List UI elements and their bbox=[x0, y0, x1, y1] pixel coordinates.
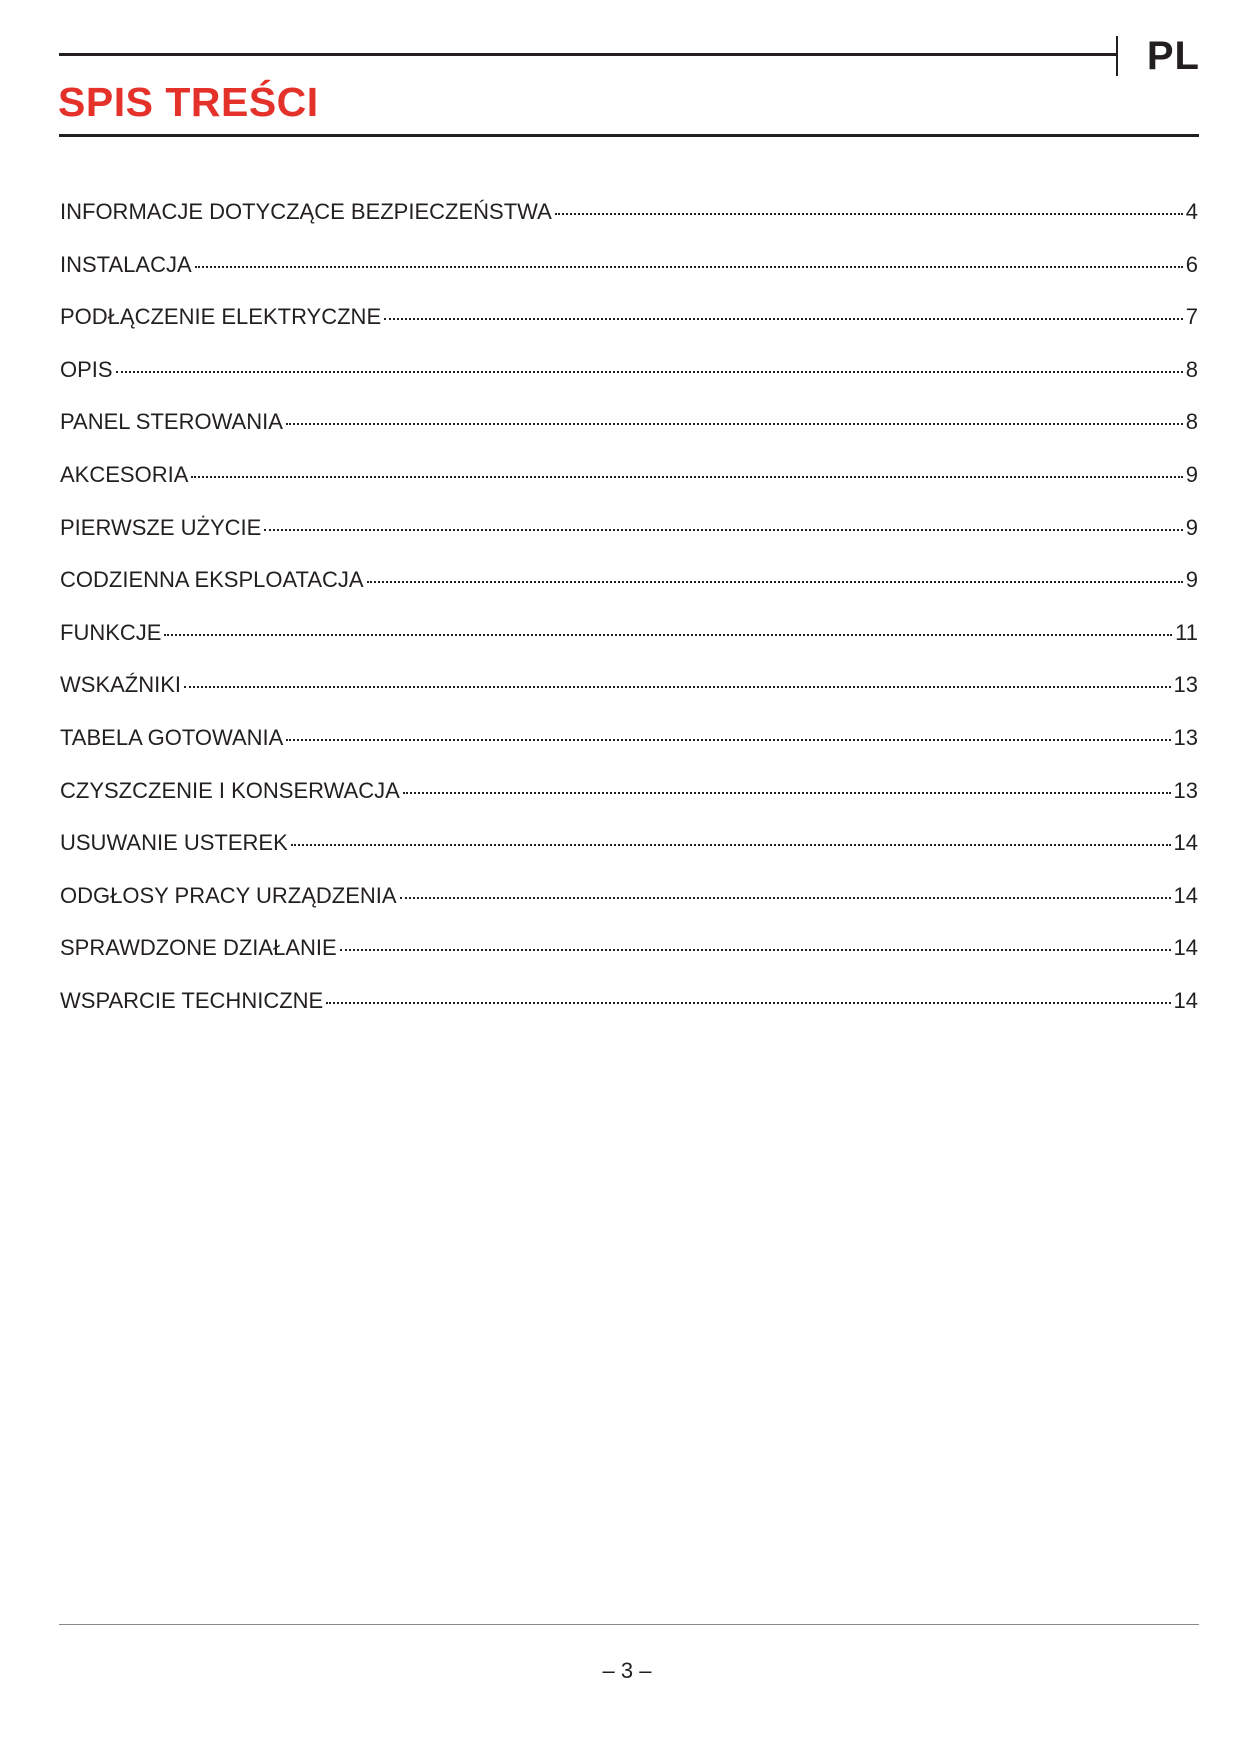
toc-entry-label: INFORMACJE DOTYCZĄCE BEZPIECZEŃSTWA bbox=[60, 199, 552, 224]
toc-entry-label: CZYSZCZENIE I KONSERWACJA bbox=[60, 777, 400, 803]
toc-entry-page: 14 bbox=[1173, 987, 1198, 1013]
toc-leader-dots bbox=[286, 739, 1170, 741]
toc-entry[interactable] bbox=[60, 882, 1198, 935]
toc-leader-dots bbox=[184, 686, 1171, 688]
toc-entry-label: OPIS bbox=[60, 356, 113, 382]
toc-leader-dots bbox=[116, 371, 1183, 373]
toc-entry-page: 8 bbox=[1185, 409, 1198, 435]
toc-entry-label: PANEL STEROWANIA bbox=[60, 409, 283, 435]
page-number: – 3 – bbox=[602, 1658, 652, 1683]
toc-leader-dots bbox=[286, 423, 1183, 425]
toc-entry[interactable] bbox=[60, 671, 1198, 724]
toc-entry-page: 9 bbox=[1185, 514, 1198, 540]
toc-entry[interactable] bbox=[60, 724, 1198, 777]
toc-entry-label: TABELA GOTOWANIA bbox=[60, 724, 284, 750]
toc-entry-page: 13 bbox=[1173, 724, 1198, 750]
toc-leader-dots bbox=[291, 844, 1171, 846]
toc-entry[interactable] bbox=[60, 408, 1198, 461]
toc-entry-label: PODŁĄCZENIE ELEKTRYCZNE bbox=[60, 304, 382, 330]
toc-entry-page: 6 bbox=[1185, 251, 1198, 277]
toc-entry[interactable] bbox=[60, 934, 1198, 987]
toc-entry-label: USUWANIE USTEREK bbox=[60, 830, 288, 856]
toc-leader-dots bbox=[164, 634, 1172, 636]
toc-leader-dots bbox=[384, 318, 1183, 320]
toc-entry[interactable] bbox=[60, 514, 1198, 567]
toc-leader-dots bbox=[555, 213, 1183, 215]
toc-entry-page: 14 bbox=[1173, 830, 1198, 856]
toc-entry-label: SPRAWDZONE DZIAŁANIE bbox=[60, 935, 337, 961]
toc-leader-dots bbox=[195, 266, 1183, 268]
toc-leader-dots bbox=[400, 897, 1171, 899]
toc-entry[interactable] bbox=[60, 829, 1198, 882]
toc-entry-label: PIERWSZE UŻYCIE bbox=[60, 514, 262, 540]
toc-entry-page: 7 bbox=[1185, 304, 1198, 330]
toc-entry-page: 13 bbox=[1173, 672, 1198, 698]
toc-entry[interactable] bbox=[60, 251, 1198, 304]
toc-entry[interactable] bbox=[60, 461, 1198, 514]
toc-leader-dots bbox=[367, 581, 1183, 583]
toc-entry-page: 13 bbox=[1173, 777, 1198, 803]
language-divider bbox=[1116, 36, 1118, 76]
toc-leader-dots bbox=[191, 476, 1182, 478]
toc-entry-label: INSTALACJA bbox=[60, 251, 192, 277]
toc-leader-dots bbox=[264, 529, 1182, 531]
toc-entry-label: WSPARCIE TECHNICZNE bbox=[60, 987, 324, 1013]
toc-entry-page: 8 bbox=[1185, 356, 1198, 382]
toc-entry-page: 9 bbox=[1185, 567, 1198, 593]
page-title: SPIS TREŚCI bbox=[58, 79, 319, 125]
table-of-contents bbox=[60, 198, 1198, 1040]
title-rule bbox=[59, 134, 1199, 137]
toc-entry-page: 11 bbox=[1175, 619, 1198, 645]
toc-leader-dots bbox=[326, 1002, 1170, 1004]
toc-entry-label: ODGŁOSY PRACY URZĄDZENIA bbox=[60, 882, 397, 908]
toc-leader-dots bbox=[403, 792, 1171, 794]
toc-entry[interactable] bbox=[60, 777, 1198, 830]
toc-entry-page: 14 bbox=[1173, 935, 1198, 961]
toc-entry-label: AKCESORIA bbox=[60, 461, 189, 487]
toc-entry[interactable] bbox=[60, 303, 1198, 356]
toc-leader-dots bbox=[340, 949, 1171, 951]
toc-entry[interactable] bbox=[60, 619, 1198, 672]
toc-entry-label: WSKAŹNIKI bbox=[60, 672, 182, 698]
header-rule bbox=[59, 53, 1116, 56]
toc-entry-page: 9 bbox=[1185, 461, 1198, 487]
toc-entry[interactable] bbox=[60, 198, 1198, 251]
toc-entry-label: CODZIENNA EKSPLOATACJA bbox=[60, 567, 364, 593]
toc-entry-label: FUNKCJE bbox=[60, 619, 162, 645]
toc-entry-page: 4 bbox=[1185, 199, 1198, 224]
language-code: PL bbox=[1146, 34, 1200, 78]
toc-entry[interactable] bbox=[60, 987, 1198, 1040]
toc-entry[interactable] bbox=[60, 566, 1198, 619]
toc-entry-page: 14 bbox=[1173, 882, 1198, 908]
footer-rule bbox=[59, 1624, 1199, 1625]
toc-entry[interactable] bbox=[60, 356, 1198, 409]
